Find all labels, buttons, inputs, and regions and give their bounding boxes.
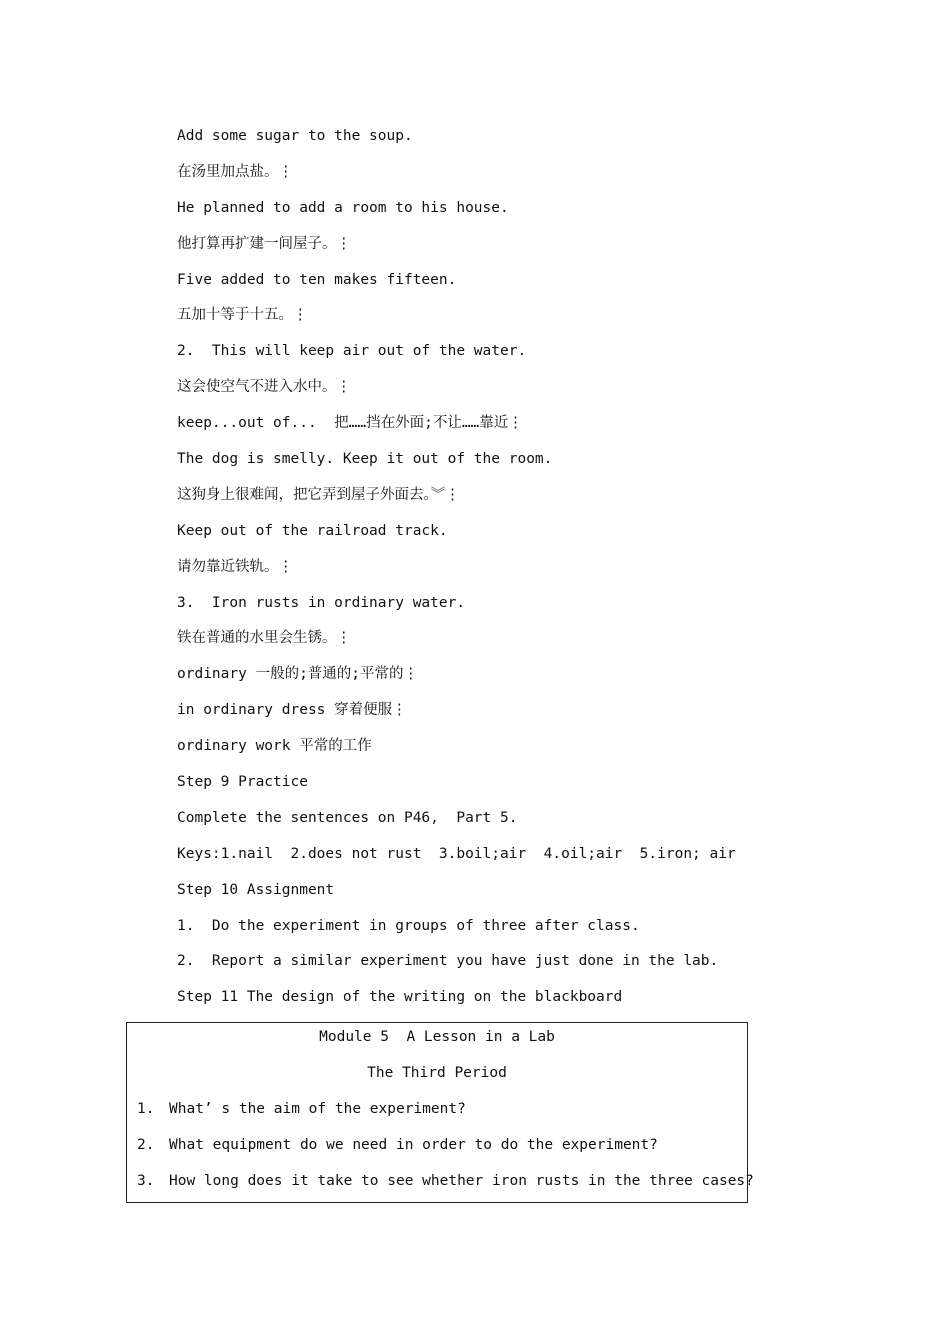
board-question: What equipment do we need in order to do the experiment? [169,1137,658,1153]
phrase-definition: in ordinary dress 穿着便服⋮ [177,702,407,719]
instruction: Complete the sentences on P46, Part 5. [177,809,518,826]
example-sentence: The dog is smelly. Keep it out of the room. [177,451,553,468]
blackboard-design-box [126,1022,754,1203]
example-translation: 铁在普通的水里会生锈。⋮ [177,630,351,647]
example-sentence: Keep out of the railroad track. [177,522,448,539]
example-translation: 他打算再扩建一间屋子。⋮ [177,235,351,252]
question-number: 1. [137,1101,155,1117]
board-question: How long does it take to see whether iron rusts in the three cases? [169,1173,754,1189]
point-heading: 2. This will keep air out of the water. [177,343,527,360]
question-number: 2. [137,1137,155,1153]
board-subtitle: The Third Period [367,1065,507,1081]
example-translation: 这狗身上很难闻，把它弄到屋子外面去。︾⋮ [177,486,460,503]
lesson-text [177,126,817,1023]
example-translation: 五加十等于十五。⋮ [177,307,308,324]
example-translation: 这会使空气不进入水中。⋮ [177,379,351,396]
assignment-item: 1. Do the experiment in groups of three after class. [177,917,640,934]
phrase-definition: ordinary work 平常的工作 [177,738,372,755]
example-sentence: He planned to add a room to his house. [177,199,509,216]
step-heading: Step 10 Assignment [177,881,335,898]
board-title: Module 5 A Lesson in a Lab [319,1029,555,1045]
phrase-definition: ordinary 一般的;普通的;平常的⋮ [177,666,419,683]
question-number: 3. [137,1173,155,1189]
example-translation: 请勿靠近铁轨。⋮ [177,558,293,575]
step-heading: Step 11 The design of the writing on the blackboard [177,989,623,1006]
point-heading: 3. Iron rusts in ordinary water. [177,594,466,611]
assignment-item: 2. Report a similar experiment you have just done in the lab. [177,953,719,970]
step-heading: Step 9 Practice [177,774,308,791]
example-translation: 在汤里加点盐。⋮ [177,163,293,180]
phrase-definition: keep...out of... 把……挡在外面;不让……靠近⋮ [177,415,523,432]
board-question: What’ s the aim of the experiment? [169,1101,466,1117]
example-sentence: Five added to ten makes fifteen. [177,271,457,288]
answer-keys: Keys:1.nail 2.does not rust 3.boil;air 4.oil;air 5.iron; air [177,845,736,862]
example-sentence: Add some sugar to the soup. [177,128,413,144]
